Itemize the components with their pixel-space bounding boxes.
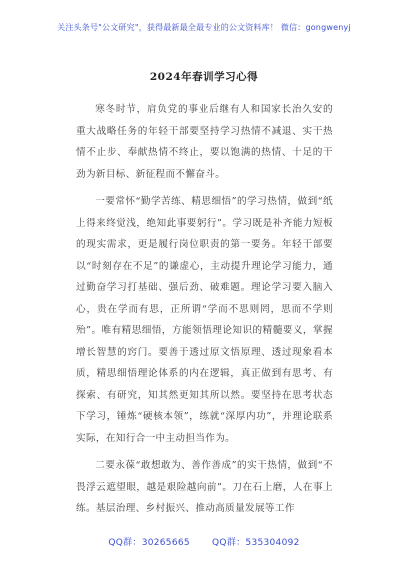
qq-group-2: QQ群：535304092	[212, 538, 300, 548]
paragraph: 一要常怀“勤学苦练、精思细悟”的学习热情，做到“纸上得来终觉浅，绝知此事要躬行”。学习既是补齐能力短板的现实需求，更是履行岗位职责的第一要务。年轻干部要以“时刻存在不足”的谦虚心，主动提升理论学习能力，通过勤奋学习打基础、强后劲、破难题。理论学习要入脑入心，贵在学而有思，正所谓“学而不思则罔，思而不学则殆”。唯有精思细悟，方能领悟理论知识的精髓要义，掌握增长智慧的窍门。要善于透过原文悟原理、透过现象看本质，精思细悟理论体系的内在逻辑，真正做到有思考、有探索、有研究，知其然更知其所以然。要坚持在思考状态下学习，锤炼“硬核本领”，练就“深厚内功”，并理论联系实际，在知行合一中主动担当作为。	[76, 196, 333, 444]
paragraph: 二要永葆“敢想敢为、善作善成”的实干热情，做到“不畏浮云遮望眼，越是艰险越向前”。刀在石上磨，人在事上练。基层治理、乡村振兴、推动高质量发展等工作	[76, 460, 333, 514]
header-banner: 关注头条号"公文研究"，获得最新最全最专业的公文资料库！ 微信：gongwenyj	[57, 23, 351, 32]
document-body	[76, 99, 333, 520]
qq-group-1: QQ群：30265665	[108, 538, 190, 548]
footer-qq-groups	[0, 535, 408, 548]
document-title: 2024年春训学习心得	[149, 71, 259, 83]
paragraph: 寒冬时节，肩负党的事业后继有人和国家长治久安的重大战略任务的年轻干部要坚持学习热情不减退、实干热情不止步、奉献热情不终止，要以饱满的热情、十足的干劲为新目标、新征程而不懈奋斗。	[76, 104, 333, 180]
